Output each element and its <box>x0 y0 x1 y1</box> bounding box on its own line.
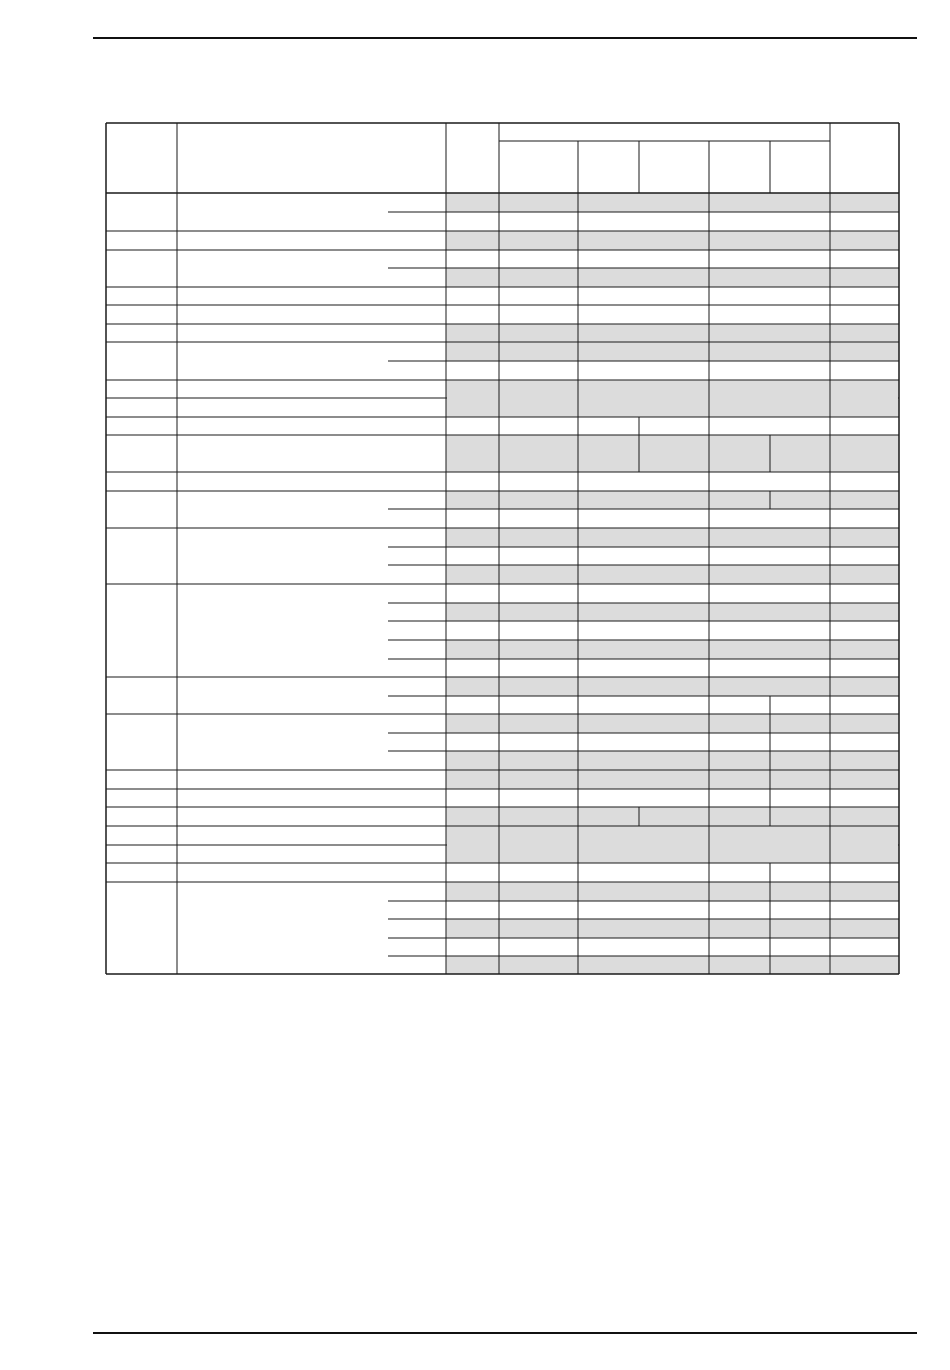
table-row-shade <box>446 956 899 974</box>
table-row-shade <box>446 491 899 509</box>
table-row-shade <box>446 193 899 212</box>
table-row-shade <box>446 565 899 584</box>
merged-shade-block <box>446 435 899 472</box>
table-row-shade <box>446 268 899 287</box>
table-row-shade <box>446 751 899 770</box>
table-row-shade <box>446 342 899 361</box>
table-row-shade <box>446 324 899 342</box>
footer-rule <box>93 1332 917 1334</box>
table-row-shade <box>446 231 899 250</box>
table-row-shade <box>446 770 899 789</box>
table-row-shade <box>446 640 899 659</box>
table-row-shade <box>446 677 899 696</box>
table-row-shade <box>446 714 899 733</box>
table-row-shade <box>446 882 899 901</box>
table-row-shade <box>446 807 899 826</box>
table-row-shade <box>446 528 899 547</box>
table-row-shade <box>446 919 899 938</box>
table-row-shade <box>446 603 899 621</box>
